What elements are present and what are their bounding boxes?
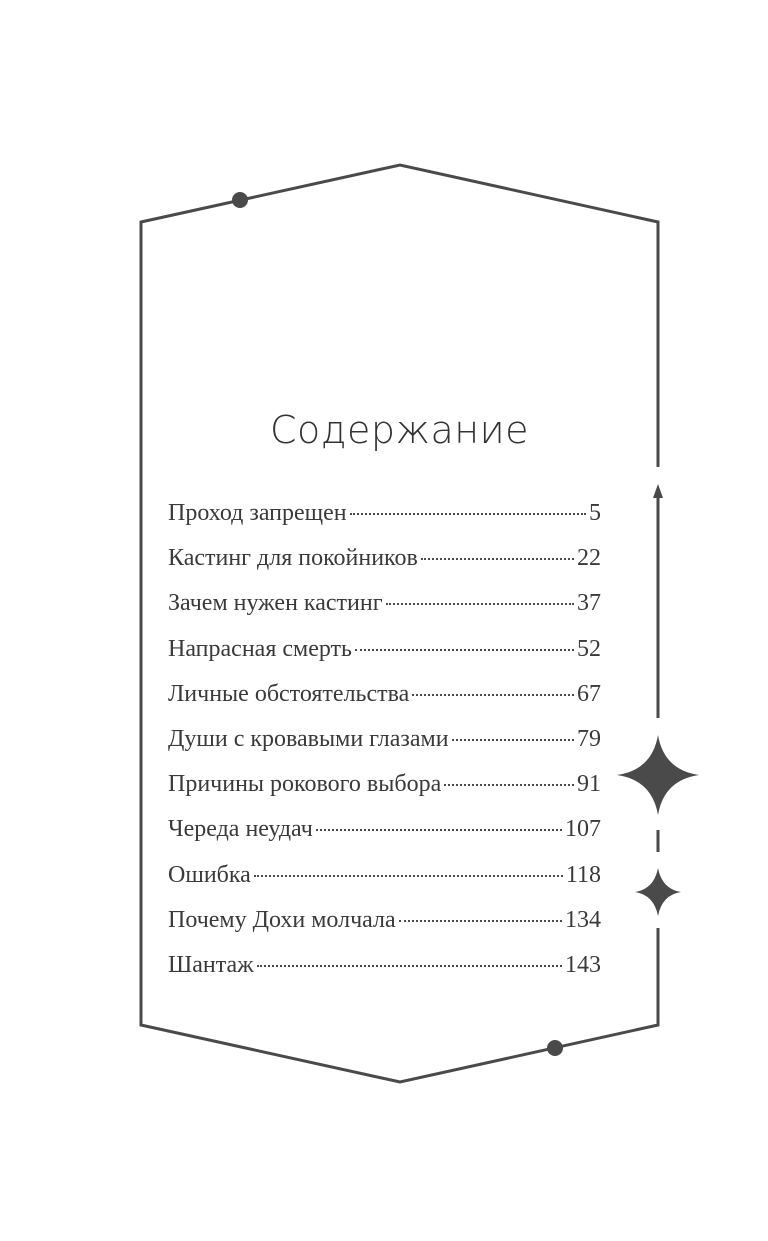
toc-leader-dots	[386, 603, 574, 605]
toc-leader-dots	[421, 558, 574, 560]
sparkle-star-large-icon	[617, 735, 699, 815]
toc-entry-title: Ошибка	[168, 861, 251, 888]
toc-leader-dots	[257, 965, 562, 967]
toc-leader-dots	[412, 694, 574, 696]
page-title: Содержание	[269, 408, 530, 452]
toc-entry[interactable]	[168, 636, 601, 681]
toc-entry-page: 107	[565, 816, 601, 843]
toc-entry-page: 37	[577, 590, 601, 617]
toc-entry-title: Череда неудач	[168, 816, 313, 843]
toc-leader-dots	[254, 875, 563, 877]
toc-entry-title: Почему Дохи молчала	[168, 906, 396, 933]
toc-leader-dots	[444, 784, 574, 786]
toc-entry-page: 143	[565, 951, 601, 978]
toc-entry[interactable]	[168, 862, 601, 907]
toc-entry-title: Причины рокового выбора	[168, 771, 442, 798]
toc-entry[interactable]	[168, 500, 601, 545]
toc-leader-dots	[399, 920, 562, 922]
toc-entry-title: Зачем нужен кастинг	[168, 590, 383, 617]
toc-leader-dots	[350, 513, 586, 515]
sparkle-star-small-icon	[635, 868, 681, 916]
toc-entry-title: Души с кровавыми глазами	[168, 725, 449, 752]
toc-leader-dots	[316, 829, 562, 831]
toc-entry-page: 91	[577, 771, 601, 798]
toc-entry-page: 118	[565, 861, 601, 888]
toc-leader-dots	[355, 649, 574, 651]
toc-entry[interactable]	[168, 681, 601, 726]
toc-entry[interactable]	[168, 590, 601, 635]
toc-entry-title: Личные обстоятельства	[168, 680, 410, 707]
toc-entry-title: Кастинг для покойников	[168, 545, 418, 572]
toc-entry-page: 5	[589, 500, 601, 526]
toc-leader-dots	[452, 739, 574, 741]
toc-entry[interactable]	[168, 545, 601, 590]
toc-entry-title: Проход запрещен	[168, 500, 347, 526]
frame-dot-bottom	[547, 1040, 563, 1056]
arrow-up-icon	[653, 484, 663, 498]
toc-entry-page: 22	[577, 545, 601, 572]
frame-dot-top	[232, 192, 248, 208]
toc-entry-title: Шантаж	[168, 951, 254, 978]
table-of-contents	[168, 500, 601, 997]
toc-entry-page: 52	[577, 635, 601, 662]
toc-entry-title: Напрасная смерть	[168, 635, 352, 662]
toc-entry[interactable]	[168, 907, 601, 952]
toc-entry[interactable]	[168, 952, 601, 997]
toc-entry[interactable]	[168, 726, 601, 771]
toc-entry-page: 67	[577, 680, 601, 707]
toc-entry-page: 79	[577, 725, 601, 752]
toc-entry-page: 134	[565, 906, 601, 933]
toc-entry[interactable]	[168, 771, 601, 816]
toc-entry[interactable]	[168, 816, 601, 861]
